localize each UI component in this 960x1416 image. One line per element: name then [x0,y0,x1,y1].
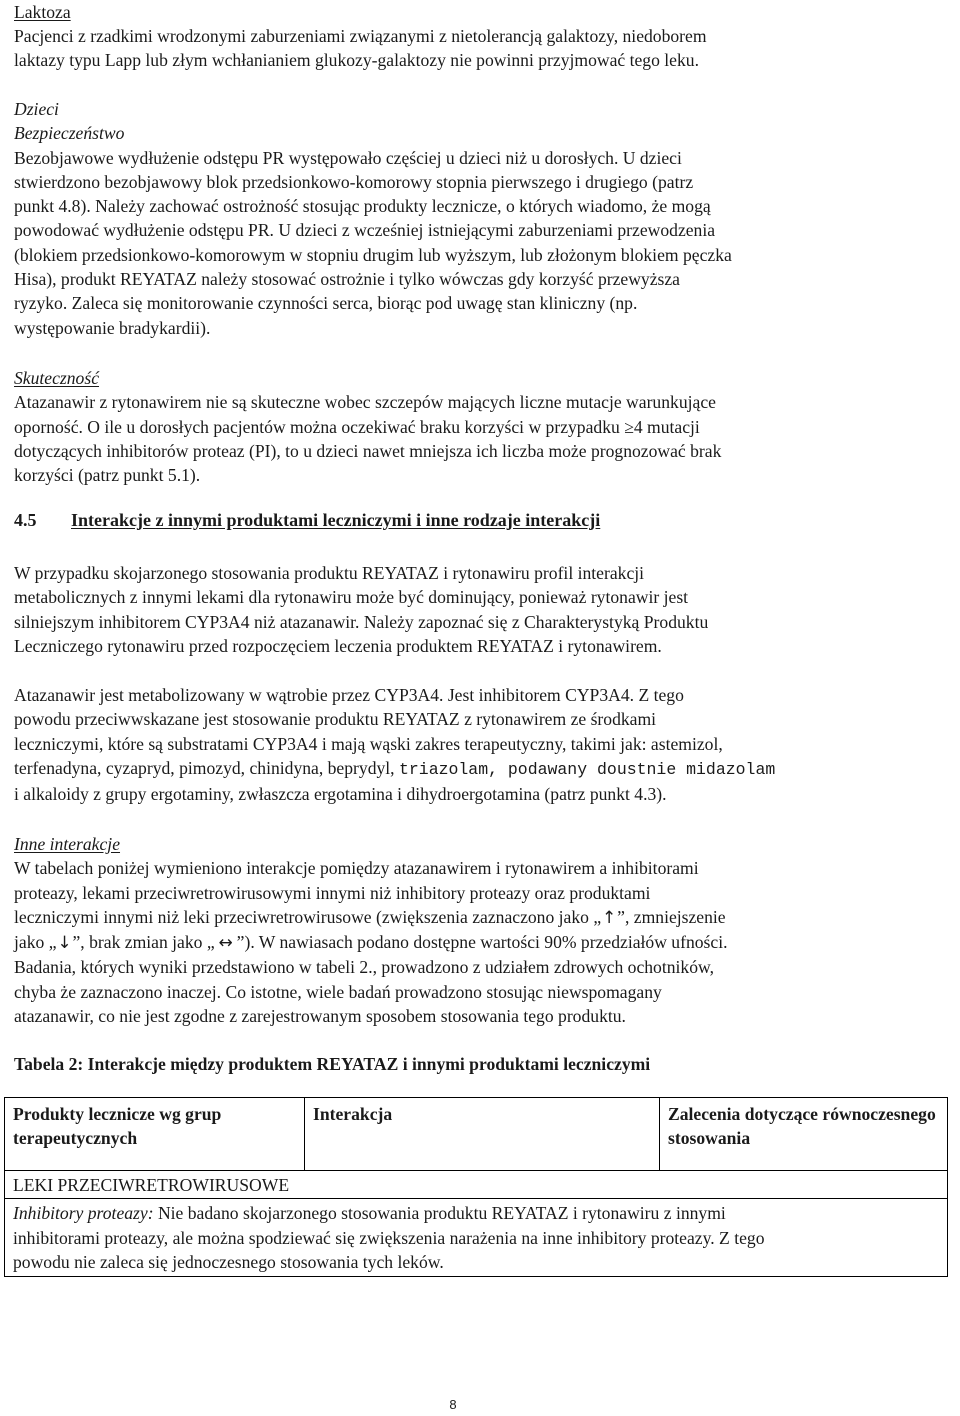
text-line [14,905,728,930]
table-section-cell: LEKI PRZECIWRETROWIRUSOWE [5,1171,948,1199]
text-line: Hisa), produkt REYATAZ należy stosować ostrożnie i tylko wówczas gdy korzyść przewyższa [14,269,680,290]
text-span: jako „ [14,932,57,953]
text-line: Pacjenci z rzadkimi wrodzonymi zaburzeniami związanymi z nietolerancją galaktozy, niedoborem [14,26,707,46]
note-label: Inhibitory proteazy: [13,1203,154,1224]
arrow-down-icon: ↓ [57,933,72,954]
section-title-skutecznosc: Skuteczność [14,368,100,388]
text-line: powodować wydłużenie odstępu PR. U dzieci z wcześniej istniejącymi zaburzeniami przewodzenia [14,220,716,241]
text-span: terfenadyna, cyzapryd, pimozyd, chinidyna, beprydyl, [14,757,395,778]
text-span: Nie badano skojarzonego stosowania produktu REYATAZ i rytonawiru z innymi [153,1203,726,1224]
table-note-cell [5,1199,948,1277]
text-line: proteazy, lekami przeciwretrowirusowymi innymi niż inhibitory proteazy oraz produktami [14,882,651,903]
table-caption: Tabela 2: Interakcje między produktem REYATAZ i innymi produktami leczniczymi [14,1054,651,1074]
text-line: i alkaloidy z grupy ergotaminy, zwłaszcza ergotamina i dihydroergotamina (patrz punkt 4.3). [14,784,667,805]
table-note-row [5,1199,948,1277]
text-line: punkt 4.8). Należy zachować ostrożność stosując produkty lecznicze, o których wiadomo, że mogą [14,196,711,217]
text-line: atazanawir, co nie jest zgodne z zarejestrowanym sposobem stosowania tego produktu. [14,1006,626,1027]
text-line [14,756,775,782]
table-section-row [5,1171,948,1199]
dzieci-section [14,97,732,340]
text-line: inhibitorami proteazy, ale można spodziewać się zwiększenia narażenia na inne inhibitory proteazy. Z tego [13,1227,765,1248]
section-number: 4.5 [14,510,37,530]
text-line [13,1201,939,1225]
text-line: Leczniczego rytonawiru przed rozpoczęciem leczenia produktem REYATAZ i rytonawirem. [14,635,662,656]
text-line: chyba że zaznaczono inaczej. Co istotne, wiele badań prowadzono stosując niewspomagany [14,981,662,1002]
text-line: ryzyko. Zaleca się monitorowanie czynności serca, biorąc pod uwagę stan kliniczny (np. [14,293,638,314]
table-header-cell: Interakcja [305,1098,660,1171]
text-line: W przypadku skojarzonego stosowania produktu REYATAZ i rytonawiru profil interakcji [14,563,645,583]
skutecznosc-section [14,366,721,487]
section-title-laktoza: Laktoza [14,2,71,22]
subsection-title-bezpieczenstwo: Bezpieczeństwo [14,123,125,144]
text-line: korzyści (patrz punkt 5.1). [14,465,201,486]
text-span: ”). W nawiasach podano dostępne wartości 90% przedziałów ufności. [236,932,728,953]
interactions-table [4,1097,948,1277]
table-header-row [5,1098,948,1171]
text-line: występowanie bradykardii). [14,317,211,338]
text-line: oporność. O ile u dorosłych pacjentów można oczekiwać braku korzyści w przypadku ≥4 mutacji [14,416,700,437]
text-line: silniejszym inhibitorem CYP3A4 niż atazanawir. Należy zapoznać się z Charakterystyką Produktu [14,611,709,632]
section-title-inne-interakcje: Inne interakcje [14,834,121,854]
interactions-paragraph-1 [14,561,708,658]
text-span: ”, brak zmian jako „ [72,932,215,953]
text-line: Atazanawir z rytonawirem nie są skuteczne wobec szczepów mających liczne mutacje warunkujące [14,392,716,413]
text-span: leczniczymi innymi niż leki przeciwretrowirusowe (zwiększenia zaznaczono jako „ [14,906,602,927]
section-heading-4-5 [14,510,600,531]
inne-interakcje-section [14,832,728,1028]
text-line: powodu przeciwwskazane jest stosowanie produktu REYATAZ z rytonawirem ze środkami [14,709,657,730]
text-line [14,930,728,955]
section-heading-text: Interakcje z innymi produktami leczniczymi i inne rodzaje interakcji [71,510,601,530]
page-number: 8 [449,1397,457,1412]
arrow-both-icon: ↔ [218,933,233,954]
text-line: metabolicznych z innymi lekami dla rytonawiru może być dominujący, ponieważ rytonawir jest [14,587,689,608]
text-line: stwierdzono bezobjawowy blok przedsionkowo-komorowy stopnia pierwszego i drugiego (patrz [14,171,694,192]
text-line: Bezobjawowe wydłużenie odstępu PR występowało częściej u dzieci niż u dorosłych. U dzieci [14,147,682,168]
text-line: dotyczących inhibitorów proteaz (PI), to u dzieci nawet mniejsza ich liczba może prognozować brak [14,440,722,461]
section-title-dzieci: Dzieci [14,99,59,119]
laktoza-paragraph [14,24,707,73]
arrow-up-icon: ↑ [602,907,617,928]
text-line: W tabelach poniżej wymieniono interakcje pomiędzy atazanawirem i rytonawirem a inhibitorami [14,858,699,879]
table-header-cell: Produkty lecznicze wg grup terapeutycznych [5,1098,305,1171]
text-line: leczniczymi, które są substratami CYP3A4 i mają wąski zakres terapeutyczny, takimi jak: astemizol, [14,733,723,754]
text-span: ”, zmniejszenie [617,906,726,927]
text-line: (blokiem przedsionkowo-komorowym w stopniu drugim lub wyższym, lub złożonym blokiem pęczka [14,244,732,265]
interactions-paragraph-2 [14,683,775,806]
monospace-text-span: triazolam, podawany doustnie midazolam [398,759,776,779]
text-line: Atazanawir jest metabolizowany w wątrobie przez CYP3A4. Jest inhibitorem CYP3A4. Z tego [14,685,684,705]
table-header-cell: Zalecenia dotyczące równoczesnego stosowania [660,1098,948,1171]
text-line: Badania, których wyniki przedstawiono w tabeli 2., prowadzono z udziałem zdrowych ochotników, [14,957,714,978]
text-line: powodu nie zaleca się jednoczesnego stosowania tych leków. [13,1251,444,1272]
text-line: laktazy typu Lapp lub złym wchłanianiem glukozy-galaktozy nie powinni przyjmować tego leku. [14,50,699,71]
